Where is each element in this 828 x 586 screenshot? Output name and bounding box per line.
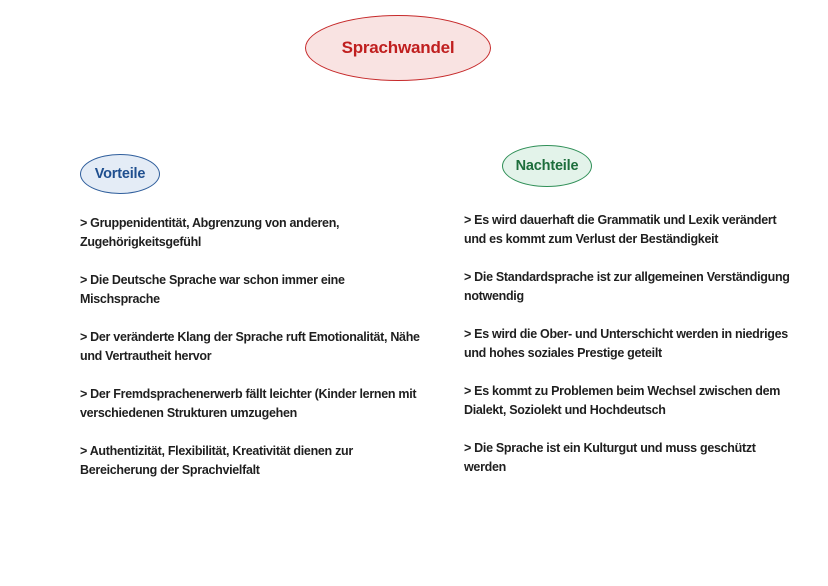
vorteile-list	[80, 214, 425, 499]
vorteile-item: > Gruppenidentität, Abgrenzung von anderen, Zugehörigkeitsgefühl	[80, 216, 340, 249]
nachteile-heading: Nachteile	[515, 158, 579, 174]
vorteile-item: > Authentizität, Flexibilität, Kreativität dienen zur Bereicherung der Sprachvielfalt	[80, 444, 353, 477]
vorteile-item: > Der veränderte Klang der Sprache ruft Emotionalität, Nähe und Vertrautheit hervor	[80, 330, 420, 363]
title-oval	[305, 15, 491, 81]
vorteile-oval	[80, 154, 160, 194]
nachteile-item: > Es wird die Ober- und Unterschicht werden in niedriges und hohes soziales Prestige geteilt	[464, 327, 788, 360]
nachteile-item: > Die Standardsprache ist zur allgemeinen Verständigung notwendig	[464, 270, 790, 303]
nachteile-item: > Die Sprache ist ein Kulturgut und muss geschützt werden	[464, 441, 756, 474]
nachteile-list	[464, 211, 794, 496]
nachteile-item: > Es kommt zu Problemen beim Wechsel zwischen dem Dialekt, Soziolekt und Hochdeutsch	[464, 384, 781, 417]
vorteile-heading: Vorteile	[94, 166, 146, 182]
nachteile-item: > Es wird dauerhaft die Grammatik und Lexik verändert und es kommt zum Verlust der Beständigkeit	[464, 213, 777, 246]
vorteile-item: > Der Fremdsprachenerwerb fällt leichter (Kinder lernen mit verschiedenen Strukturen umzugehen	[80, 387, 417, 420]
nachteile-oval	[502, 145, 592, 187]
page-title: Sprachwandel	[341, 38, 455, 57]
vorteile-item: > Die Deutsche Sprache war schon immer eine Mischsprache	[80, 273, 345, 306]
